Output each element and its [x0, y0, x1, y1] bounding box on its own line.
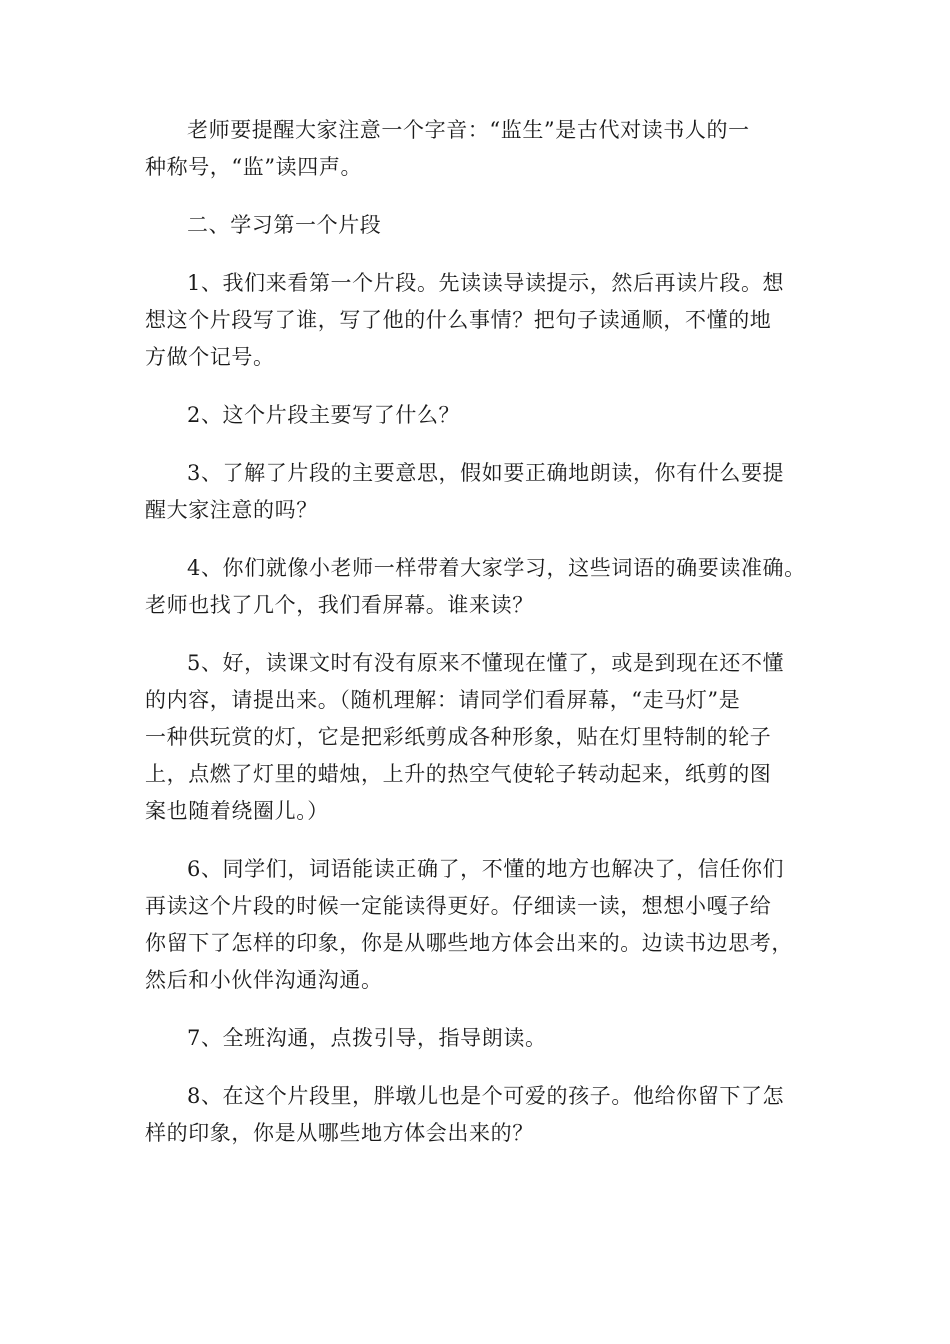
section-heading [145, 207, 807, 244]
text-line: 一种供玩赏的灯，它是把彩纸剪成各种形象，贴在灯里特制的轮子 [145, 725, 772, 749]
text-line: 二、学习第一个片段 [187, 213, 382, 237]
paragraph-step-3 [145, 455, 807, 529]
text-line: 方做个记号。 [145, 345, 275, 369]
text-line: 3、了解了片段的主要意思，假如要正确地朗读，你有什么要提 [187, 461, 785, 485]
text-line: 4、你们就像小老师一样带着大家学习，这些词语的确要读准确。 [187, 556, 806, 580]
text-line: 样的印象，你是从哪些地方体会出来的？ [145, 1121, 534, 1145]
text-line: 2、这个片段主要写了什么？ [187, 403, 461, 427]
document-page [145, 112, 807, 1173]
text-line: 案也随着绕圈儿。） [145, 799, 329, 823]
paragraph-step-1 [145, 265, 807, 376]
paragraph-step-7 [145, 1020, 807, 1057]
paragraph-step-2 [145, 397, 807, 434]
paragraph-step-6 [145, 851, 807, 999]
text-line: 1、我们来看第一个片段。先读读导读提示，然后再读片段。想 [187, 271, 785, 295]
text-line: 想这个片段写了谁，写了他的什么事情？把句子读通顺，不懂的地 [145, 308, 772, 332]
text-line: 8、在这个片段里，胖墩儿也是个可爱的孩子。他给你留下了怎 [187, 1084, 785, 1108]
text-line: 7、全班沟通，点拨引导，指导朗读。 [187, 1026, 547, 1050]
paragraph-step-4 [145, 550, 807, 624]
text-line: 老师要提醒大家注意一个字音：“监生”是古代对读书人的一 [187, 118, 750, 142]
text-line: 种称号，“监”读四声。 [145, 155, 363, 179]
paragraph-step-5 [145, 645, 807, 830]
text-line: 再读这个片段的时候一定能读得更好。仔细读一读，想想小嘎子给 [145, 894, 772, 918]
text-line: 的内容，请提出来。（随机理解：请同学们看屏幕，“走马灯”是 [145, 688, 741, 712]
text-line: 5、好，读课文时有没有原来不懂现在懂了，或是到现在还不懂 [187, 651, 785, 675]
text-line: 老师也找了几个，我们看屏幕。谁来读？ [145, 593, 534, 617]
paragraph-step-8 [145, 1078, 807, 1152]
text-line: 上，点燃了灯里的蜡烛，上升的热空气使轮子转动起来，纸剪的图 [145, 762, 772, 786]
text-line: 你留下了怎样的印象，你是从哪些地方体会出来的。边读书边思考， [145, 931, 793, 955]
text-line: 6、同学们，词语能读正确了，不懂的地方也解决了，信任你们 [187, 857, 785, 881]
text-line: 醒大家注意的吗？ [145, 498, 318, 522]
text-line: 然后和小伙伴沟通沟通。 [145, 968, 383, 992]
paragraph-1 [145, 112, 807, 186]
